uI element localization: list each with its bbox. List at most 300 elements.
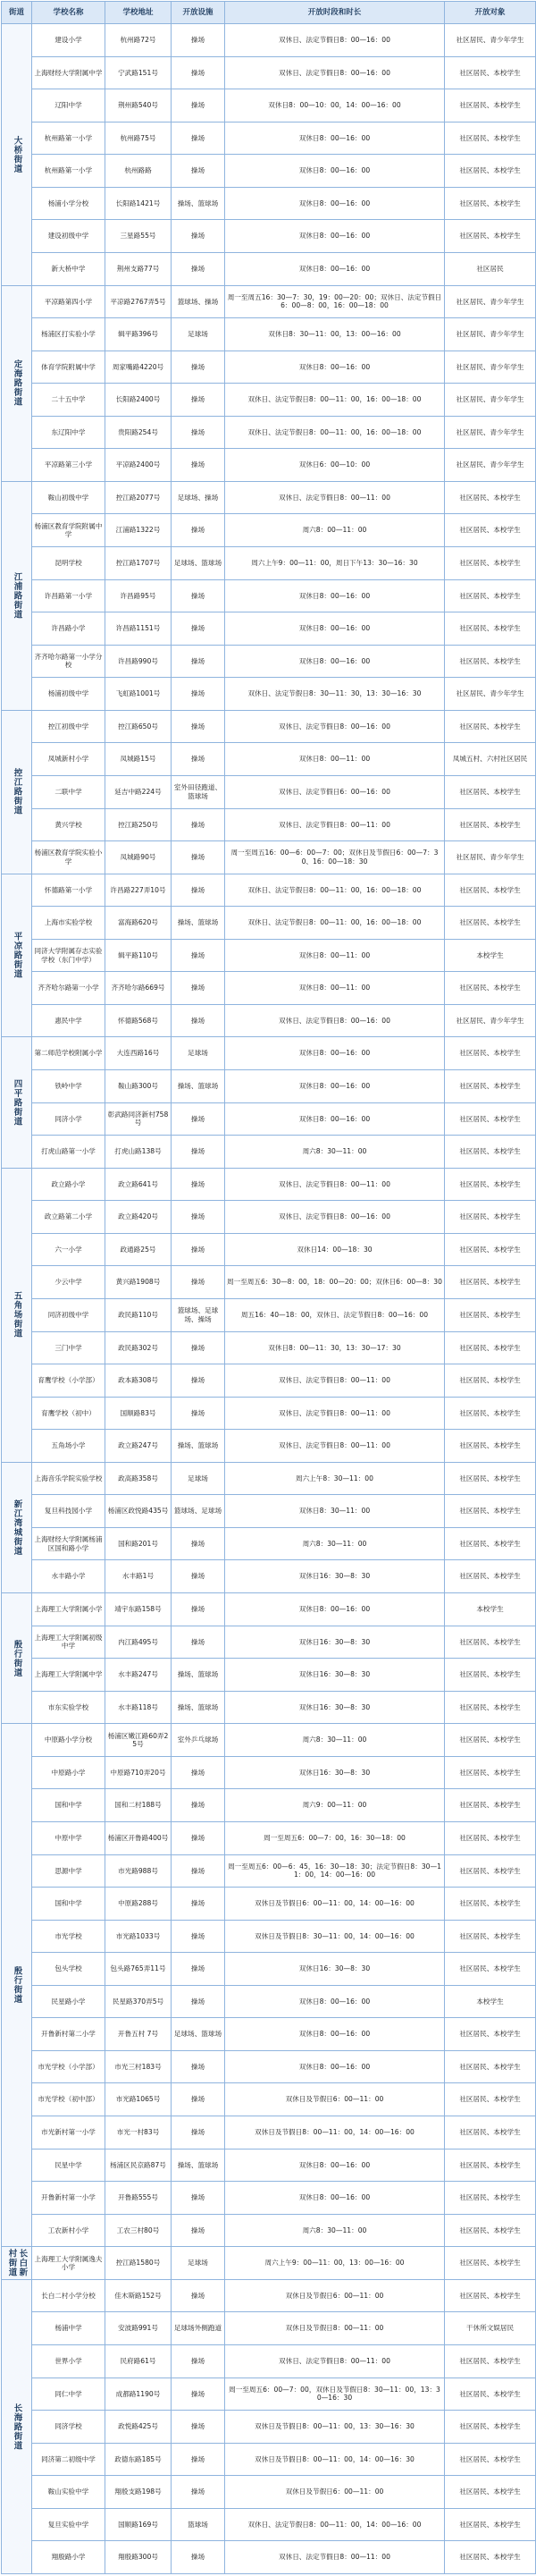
school-name-cell: 杨浦区教育学院附属中学 — [32, 514, 105, 547]
hours-cell: 双休日8：00—16：00 — [225, 122, 445, 155]
facility-cell: 操场 — [172, 972, 225, 1005]
school-name-cell: 上海财经大学附属中学 — [32, 56, 105, 89]
school-name-cell: 鞍山实验中学 — [32, 2476, 105, 2509]
table-row — [2, 285, 536, 318]
hours-cell: 双休日、法定节假日8：00—16：00 — [225, 710, 445, 743]
address-cell: 水丰路118号 — [105, 1691, 172, 1724]
hours-cell: 双休日8：00—16：00 — [225, 187, 445, 220]
audience-cell: 社区居民、本校学生 — [445, 1724, 536, 1757]
hours-cell: 双休日16：30—8：30 — [225, 1659, 445, 1692]
school-name-cell: 上海理工大学附属逸夫小学 — [32, 2247, 105, 2280]
hours-cell: 双休日及节假日6：00—11：00 — [225, 2279, 445, 2312]
address-cell: 开鲁路555号 — [105, 2182, 172, 2215]
hours-cell: 双休日16：30—8：30 — [225, 1953, 445, 1986]
audience-cell: 社区居民、青少年学生 — [445, 1004, 536, 1037]
school-name-cell: 杨浦中学 — [32, 2312, 105, 2345]
audience-cell: 社区居民、青少年学生 — [445, 351, 536, 384]
table-row — [2, 252, 536, 285]
school-name-cell: 民星中学 — [32, 2149, 105, 2182]
school-name-cell: 水丰路小学 — [32, 1560, 105, 1593]
audience-cell: 社区居民、青少年学生 — [445, 416, 536, 449]
table-row — [2, 1037, 536, 1070]
facility-cell: 操场 — [172, 1266, 225, 1299]
hours-cell: 周六9：00—11：00 — [225, 1789, 445, 1822]
facility-cell: 操场 — [172, 678, 225, 711]
school-name-cell: 上海音乐学院实验学校 — [32, 1462, 105, 1495]
address-cell: 杨浦区嫩江路60弄25号 — [105, 1724, 172, 1757]
school-name-cell: 同济学校 — [32, 2411, 105, 2444]
school-name-cell: 平凉路第三小学 — [32, 449, 105, 482]
facility-cell: 操场 — [172, 1888, 225, 1921]
table-row — [2, 449, 536, 482]
school-name-cell: 市东实验学校 — [32, 1691, 105, 1724]
hours-cell: 双休日、法定节假日8：00—11：00，16：00—18：00 — [225, 874, 445, 907]
table-body — [2, 24, 536, 2574]
address-cell: 政悦路425号 — [105, 2411, 172, 2444]
facility-cell: 室外田径跑道、篮球场 — [172, 775, 225, 808]
school-name-cell: 思源中学 — [32, 1854, 105, 1888]
table-row — [2, 1756, 536, 1789]
district-cell: 殷行街道 — [2, 1593, 32, 1724]
hours-cell: 双休日、法定节假日8：00—11：00 — [225, 808, 445, 841]
address-cell: 民府路61号 — [105, 2344, 172, 2378]
address-cell: 市光路1033号 — [105, 1920, 172, 1953]
address-cell: 长阳路1421号 — [105, 187, 172, 220]
hours-cell: 周六上午9：00—11：00，13：00—16：00 — [225, 2247, 445, 2280]
school-name-cell: 同济小学 — [32, 1102, 105, 1136]
audience-cell: 社区居民、本校学生 — [445, 2279, 536, 2312]
audience-cell: 社区居民、本校学生 — [445, 1266, 536, 1299]
audience-cell: 社区居民、本校学生 — [445, 2443, 536, 2476]
district-cell: 长海路街道 — [2, 2279, 32, 2573]
school-name-cell: 工农新村小学 — [32, 2214, 105, 2247]
address-cell: 市光路988号 — [105, 1854, 172, 1888]
school-name-cell: 惠民中学 — [32, 1004, 105, 1037]
school-name-cell: 上海理工大学附属初级中学 — [32, 1626, 105, 1659]
address-cell: 延吉中路224号 — [105, 775, 172, 808]
hours-cell: 双休日8：00—16：00 — [225, 2050, 445, 2083]
school-name-cell: 黄兴学校 — [32, 808, 105, 841]
school-name-cell: 中原中学 — [32, 1821, 105, 1854]
table-row — [2, 1298, 536, 1331]
facility-cell: 操场 — [172, 1168, 225, 1201]
facility-cell: 足球场 — [172, 1037, 225, 1070]
table-row — [2, 2279, 536, 2312]
audience-cell: 社区居民、本校学生 — [445, 1168, 536, 1201]
address-cell: 凤城路90号 — [105, 841, 172, 874]
table-row — [2, 1102, 536, 1136]
address-cell: 成都路1190号 — [105, 2378, 172, 2411]
facility-cell: 操场 — [172, 1985, 225, 2018]
address-cell: 彰武路同济新村758号 — [105, 1102, 172, 1136]
table-row — [2, 220, 536, 253]
hours-cell: 双休日、法定节假日8：30—11：30，13：30—16：30 — [225, 678, 445, 711]
table-row — [2, 2018, 536, 2051]
address-cell: 杨浦区开鲁路400号 — [105, 1821, 172, 1854]
school-name-cell: 杭州路第一小学 — [32, 122, 105, 155]
address-cell: 控江路2077号 — [105, 481, 172, 514]
audience-cell: 社区居民、本校学生 — [445, 56, 536, 89]
facility-cell: 操场 — [172, 579, 225, 612]
address-cell: 民星路370弄5号 — [105, 1985, 172, 2018]
table-row — [2, 2344, 536, 2378]
audience-cell: 社区居民、本校学生 — [445, 1756, 536, 1789]
address-cell: 许昌路990号 — [105, 645, 172, 678]
audience-cell: 本校学生 — [445, 1593, 536, 1626]
address-cell: 包头路765弄11号 — [105, 1953, 172, 1986]
address-cell: 工农三村80号 — [105, 2214, 172, 2247]
district-cell: 平凉路街道 — [2, 874, 32, 1037]
table-row — [2, 2443, 536, 2476]
address-cell: 水丰路1号 — [105, 1560, 172, 1593]
school-name-cell: 少云中学 — [32, 1266, 105, 1299]
header-hours: 开放时段和时长 — [225, 2, 445, 24]
hours-cell: 双休日8：00—16：00 — [225, 2182, 445, 2215]
hours-cell: 周六8：30—11：00 — [225, 1136, 445, 1169]
facility-cell: 足球场外侧跑道 — [172, 2312, 225, 2345]
audience-cell: 社区居民、本校学生 — [445, 1331, 536, 1364]
audience-cell: 社区居民、本校学生 — [445, 2116, 536, 2149]
audience-cell: 社区居民、本校学生 — [445, 612, 536, 646]
table-row — [2, 1821, 536, 1854]
audience-cell: 社区居民、本校学生 — [445, 2247, 536, 2280]
hours-cell: 双休日及节假日6：00—11：00 — [225, 2476, 445, 2509]
school-name-cell: 市光学校（初中部） — [32, 2083, 105, 2116]
audience-cell: 社区居民、本校学生 — [445, 481, 536, 514]
audience-cell: 社区居民、本校学生 — [445, 1920, 536, 1953]
address-cell: 政民路302号 — [105, 1331, 172, 1364]
audience-cell: 社区居民、本校学生 — [445, 2411, 536, 2444]
facility-cell: 操场 — [172, 1233, 225, 1266]
audience-cell: 社区居民、本校学生 — [445, 1070, 536, 1103]
school-name-cell: 杨浦区打实验小学 — [32, 318, 105, 351]
table-row — [2, 939, 536, 972]
hours-cell: 双休日8：00—11：00 — [225, 972, 445, 1005]
hours-cell: 周一至周五6：00—7：00，双休日及节假日8：30—11：00，13：30—16：30 — [225, 2378, 445, 2411]
facility-cell: 操场 — [172, 384, 225, 417]
district-cell: 大桥街道 — [2, 24, 32, 286]
hours-cell: 双休日8：30—11：00 — [225, 1495, 445, 1528]
address-cell: 怀德路568号 — [105, 1004, 172, 1037]
audience-cell: 社区居民、青少年学生 — [445, 678, 536, 711]
address-cell: 贵阳路254号 — [105, 416, 172, 449]
facility-cell: 足球场、篮球场 — [172, 2018, 225, 2051]
address-cell: 国和二村188号 — [105, 1789, 172, 1822]
table-row — [2, 1397, 536, 1430]
school-name-cell: 齐齐哈尔路第一小学 — [32, 972, 105, 1005]
audience-cell: 社区居民、本校学生 — [445, 2050, 536, 2083]
facility-cell: 操场、篮球场 — [172, 1070, 225, 1103]
hours-cell: 双休日及节假日8：00—11：00 — [225, 2312, 445, 2345]
hours-cell: 双休日8：00—11：30，13：30—17：30 — [225, 1331, 445, 1364]
hours-cell: 双休日8：00—16：00 — [225, 2018, 445, 2051]
school-name-cell: 二十五中学 — [32, 384, 105, 417]
facility-cell: 篮球场、足球场、操场 — [172, 1298, 225, 1331]
hours-cell: 双休日8：00—16：00 — [225, 252, 445, 285]
hours-cell: 双休日8：00—16：00 — [225, 351, 445, 384]
facility-cell: 操场 — [172, 1626, 225, 1659]
facility-cell: 操场、篮球场 — [172, 1430, 225, 1463]
address-cell: 政通路25号 — [105, 1233, 172, 1266]
district-cell: 五角场街道 — [2, 1168, 32, 1462]
header-district: 街道 — [2, 2, 32, 24]
table-row — [2, 1462, 536, 1495]
address-cell: 齐齐哈尔路669号 — [105, 972, 172, 1005]
audience-cell: 社区居民、本校学生 — [445, 1821, 536, 1854]
district-cell: 长白新村街道 — [2, 2247, 32, 2280]
address-cell: 控江路1580号 — [105, 2247, 172, 2280]
school-name-cell: 开鲁新村第一小学 — [32, 2182, 105, 2215]
address-cell: 国和路201号 — [105, 1527, 172, 1560]
facility-cell: 操场 — [172, 351, 225, 384]
address-cell: 荆州支路77号 — [105, 252, 172, 285]
table-row — [2, 1136, 536, 1169]
header-facility: 开放设施 — [172, 2, 225, 24]
address-cell: 长阳路2400号 — [105, 384, 172, 417]
facility-cell: 操场 — [172, 2541, 225, 2574]
school-name-cell: 国和中学 — [32, 1789, 105, 1822]
school-name-cell: 育鹰学校（小学部） — [32, 1364, 105, 1398]
facility-cell: 操场 — [172, 612, 225, 646]
table-row — [2, 1527, 536, 1560]
address-cell: 三星路55号 — [105, 220, 172, 253]
table-row — [2, 579, 536, 612]
facility-cell: 操场 — [172, 122, 225, 155]
hours-cell: 双休日8：00—16：00 — [225, 2149, 445, 2182]
address-cell: 许昌路1151号 — [105, 612, 172, 646]
facility-cell: 足球场、操场 — [172, 481, 225, 514]
address-cell: 市光路1065号 — [105, 2083, 172, 2116]
table-row — [2, 89, 536, 122]
address-cell: 政立路641号 — [105, 1168, 172, 1201]
hours-cell: 双休日8：30—11：00，13：00—16：00 — [225, 318, 445, 351]
table-row — [2, 514, 536, 547]
audience-cell: 社区居民、本校学生 — [445, 2541, 536, 2574]
audience-cell: 社区居民、本校学生 — [445, 2476, 536, 2509]
audience-cell: 社区居民、本校学生 — [445, 1495, 536, 1528]
facility-cell: 操场 — [172, 2050, 225, 2083]
table-row — [2, 1070, 536, 1103]
table-row — [2, 907, 536, 940]
school-name-cell: 同济初级中学 — [32, 1298, 105, 1331]
audience-cell: 社区居民、本校学生 — [445, 155, 536, 188]
audience-cell: 干休所文娱居民 — [445, 2312, 536, 2345]
facility-cell: 操场、篮球场 — [172, 187, 225, 220]
table-row — [2, 710, 536, 743]
facility-cell: 操场 — [172, 2083, 225, 2116]
address-cell: 政民路110号 — [105, 1298, 172, 1331]
hours-cell: 双休日、法定节假日8：00—11：00 — [225, 2344, 445, 2378]
audience-cell: 社区居民、本校学生 — [445, 1691, 536, 1724]
school-name-cell: 开鲁新村第二小学 — [32, 2018, 105, 2051]
audience-cell: 社区居民、本校学生 — [445, 972, 536, 1005]
audience-cell: 本校学生 — [445, 1985, 536, 2018]
school-name-cell: 辽阳中学 — [32, 89, 105, 122]
address-cell: 凤城路15号 — [105, 743, 172, 776]
address-cell: 翔殷路300号 — [105, 2541, 172, 2574]
school-name-cell: 五角场小学 — [32, 1430, 105, 1463]
hours-cell: 双休日及节假日8：00—11：00，14：00—16：00 — [225, 2116, 445, 2149]
table-row — [2, 155, 536, 188]
audience-cell: 社区居民、青少年学生 — [445, 24, 536, 57]
school-name-cell: 打虎山路第一小学 — [32, 1136, 105, 1169]
facility-cell: 操场 — [172, 1756, 225, 1789]
district-cell: 殷行街道 — [2, 1724, 32, 2247]
hours-cell: 双休日、法定节假日8：00—11：00 — [225, 1430, 445, 1463]
hours-cell: 周六8：30—11：00 — [225, 2214, 445, 2247]
address-cell: 控江路250号 — [105, 808, 172, 841]
address-cell: 鞍山路300号 — [105, 1070, 172, 1103]
hours-cell: 双休日、法定节假日8：00—16：00 — [225, 1004, 445, 1037]
school-name-cell: 杨浦初级中学 — [32, 678, 105, 711]
facility-cell: 操场 — [172, 220, 225, 253]
school-name-cell: 建设初级中学 — [32, 220, 105, 253]
hours-cell: 双休日及节假日6：00—11：00，14：00—16：00 — [225, 1888, 445, 1921]
hours-cell: 双休日、法定节假日8：00—11：00，16：00—18：00 — [225, 384, 445, 417]
district-cell: 定海路街道 — [2, 285, 32, 481]
school-name-cell: 中原路小学 — [32, 1756, 105, 1789]
hours-cell: 双休日、法定节假日8：00—11：00，16：00—18：00 — [225, 416, 445, 449]
hours-cell: 双休日及节假日6：00—11：00 — [225, 2083, 445, 2116]
address-cell: 翔殷支路198号 — [105, 2476, 172, 2509]
facility-cell: 操场 — [172, 1854, 225, 1888]
audience-cell: 社区居民、本校学生 — [445, 1953, 536, 1986]
hours-cell: 周一至周五6：00—6：45，16：30—18：30；法定节假日8：30—11：00，14：00—16：00 — [225, 1854, 445, 1888]
hours-cell: 双休日、法定节假日8：00—11：00，14：00—16：00 — [225, 2508, 445, 2541]
school-name-cell: 鞍山初级中学 — [32, 481, 105, 514]
audience-cell: 社区居民、本校学生 — [445, 1560, 536, 1593]
facility-cell: 操场 — [172, 645, 225, 678]
address-cell: 杭州路72号 — [105, 24, 172, 57]
facility-cell: 操场 — [172, 89, 225, 122]
audience-cell: 社区居民、本校学生 — [445, 1462, 536, 1495]
facility-cell: 操场 — [172, 2279, 225, 2312]
school-name-cell: 上海理工大学附属中学 — [32, 1659, 105, 1692]
audience-cell: 社区居民、本校学生 — [445, 547, 536, 580]
audience-cell: 本校学生 — [445, 939, 536, 972]
table-row — [2, 2247, 536, 2280]
audience-cell: 社区居民、本校学生 — [445, 2149, 536, 2182]
facility-cell: 操场 — [172, 1527, 225, 1560]
table-row — [2, 1920, 536, 1953]
hours-cell: 双休日8：00—11：00 — [225, 939, 445, 972]
facility-cell: 操场 — [172, 2378, 225, 2411]
school-name-cell: 市光新村第一小学 — [32, 2116, 105, 2149]
audience-cell: 社区居民、本校学生 — [445, 1136, 536, 1169]
table-row — [2, 384, 536, 417]
school-name-cell: 世界小学 — [32, 2344, 105, 2378]
facility-cell: 操场 — [172, 1789, 225, 1822]
audience-cell: 社区居民、本校学生 — [445, 1037, 536, 1070]
audience-cell: 社区居民、本校学生 — [445, 874, 536, 907]
school-name-cell: 市光学校（小学部） — [32, 2050, 105, 2083]
table-row — [2, 2508, 536, 2541]
table-row — [2, 1659, 536, 1692]
facility-cell: 操场、篮球场 — [172, 1691, 225, 1724]
address-cell: 政德东路185号 — [105, 2443, 172, 2476]
facility-cell: 足球场、篮球场 — [172, 547, 225, 580]
facility-cell: 操场 — [172, 1102, 225, 1136]
audience-cell: 凤城五村、六村社区居民 — [445, 743, 536, 776]
address-cell: 国顺路169号 — [105, 2508, 172, 2541]
audience-cell: 社区居民、本校学生 — [445, 1854, 536, 1888]
audience-cell: 社区居民、本校学生 — [445, 2182, 536, 2215]
hours-cell: 双休日16：30—8：30 — [225, 1756, 445, 1789]
school-name-cell: 二联中学 — [32, 775, 105, 808]
school-name-cell: 铁岭中学 — [32, 1070, 105, 1103]
facility-cell: 操场 — [172, 252, 225, 285]
address-cell: 宁武路151号 — [105, 56, 172, 89]
hours-cell: 双休日8：00—16：00 — [225, 1593, 445, 1626]
hours-cell: 双休日8：00—16：00 — [225, 1985, 445, 2018]
hours-cell: 双休日16：30—8：30 — [225, 1560, 445, 1593]
district-cell: 新江湾城街道 — [2, 1462, 32, 1592]
hours-cell: 周一至周五6：00—7：00，16：30—18：00 — [225, 1821, 445, 1854]
hours-cell: 双休日、法定节假日8：00—11：00 — [225, 481, 445, 514]
school-name-cell: 六一小学 — [32, 1233, 105, 1266]
school-name-cell: 杭州路第一小学 — [32, 155, 105, 188]
school-name-cell: 昆明学校 — [32, 547, 105, 580]
school-name-cell: 怀德路第一小学 — [32, 874, 105, 907]
audience-cell: 社区居民、本校学生 — [445, 2344, 536, 2378]
audience-cell: 社区居民、本校学生 — [445, 2378, 536, 2411]
hours-cell: 双休日、法定节假日8：00—11：00 — [225, 1364, 445, 1398]
header-school-name: 学校名称 — [32, 2, 105, 24]
facility-cell: 操场 — [172, 1004, 225, 1037]
audience-cell: 社区居民、本校学生 — [445, 1233, 536, 1266]
address-cell: 佳木斯路152号 — [105, 2279, 172, 2312]
table-row — [2, 1626, 536, 1659]
table-row — [2, 122, 536, 155]
hours-cell: 双休日、法定节假日8：00—16：00 — [225, 24, 445, 57]
facility-cell: 操场 — [172, 56, 225, 89]
table-row — [2, 645, 536, 678]
school-name-cell: 市光学校 — [32, 1920, 105, 1953]
hours-cell: 周六上午8：30—11：00 — [225, 1462, 445, 1495]
hours-cell: 双休日及节假日8：30—11：00，14：00—16：00 — [225, 1920, 445, 1953]
district-cell: 控江路街道 — [2, 710, 32, 874]
table-row — [2, 2312, 536, 2345]
address-cell: 富海路620号 — [105, 907, 172, 940]
address-cell: 许昌路227弄10号 — [105, 874, 172, 907]
address-cell: 大连西路16号 — [105, 1037, 172, 1070]
facility-cell: 操场 — [172, 1821, 225, 1854]
address-cell: 国顺路83号 — [105, 1397, 172, 1430]
school-name-cell: 同仁中学 — [32, 2378, 105, 2411]
address-cell: 杭州路路 — [105, 155, 172, 188]
address-cell: 黄兴路1908号 — [105, 1266, 172, 1299]
facility-cell: 操场 — [172, 1136, 225, 1169]
table-row — [2, 2476, 536, 2509]
audience-cell: 社区居民、青少年学生 — [445, 841, 536, 874]
table-row — [2, 1495, 536, 1528]
address-cell: 市光三村183号 — [105, 2050, 172, 2083]
audience-cell: 社区居民、本校学生 — [445, 1888, 536, 1921]
facility-cell: 操场、篮球场 — [172, 1659, 225, 1692]
table-row — [2, 2214, 536, 2247]
audience-cell: 社区居民、本校学生 — [445, 1789, 536, 1822]
address-cell: 内江路495号 — [105, 1626, 172, 1659]
district-cell: 四平路街道 — [2, 1037, 32, 1168]
school-name-cell: 上海市实验学校 — [32, 907, 105, 940]
school-name-cell: 复旦科技园小学 — [32, 1495, 105, 1528]
hours-cell: 双休日、法定节假日8：00—11：00 — [225, 1168, 445, 1201]
audience-cell: 社区居民、本校学生 — [445, 808, 536, 841]
facility-cell: 操场 — [172, 1201, 225, 1234]
table-row — [2, 1789, 536, 1822]
table-row — [2, 1560, 536, 1593]
table-row — [2, 1201, 536, 1234]
